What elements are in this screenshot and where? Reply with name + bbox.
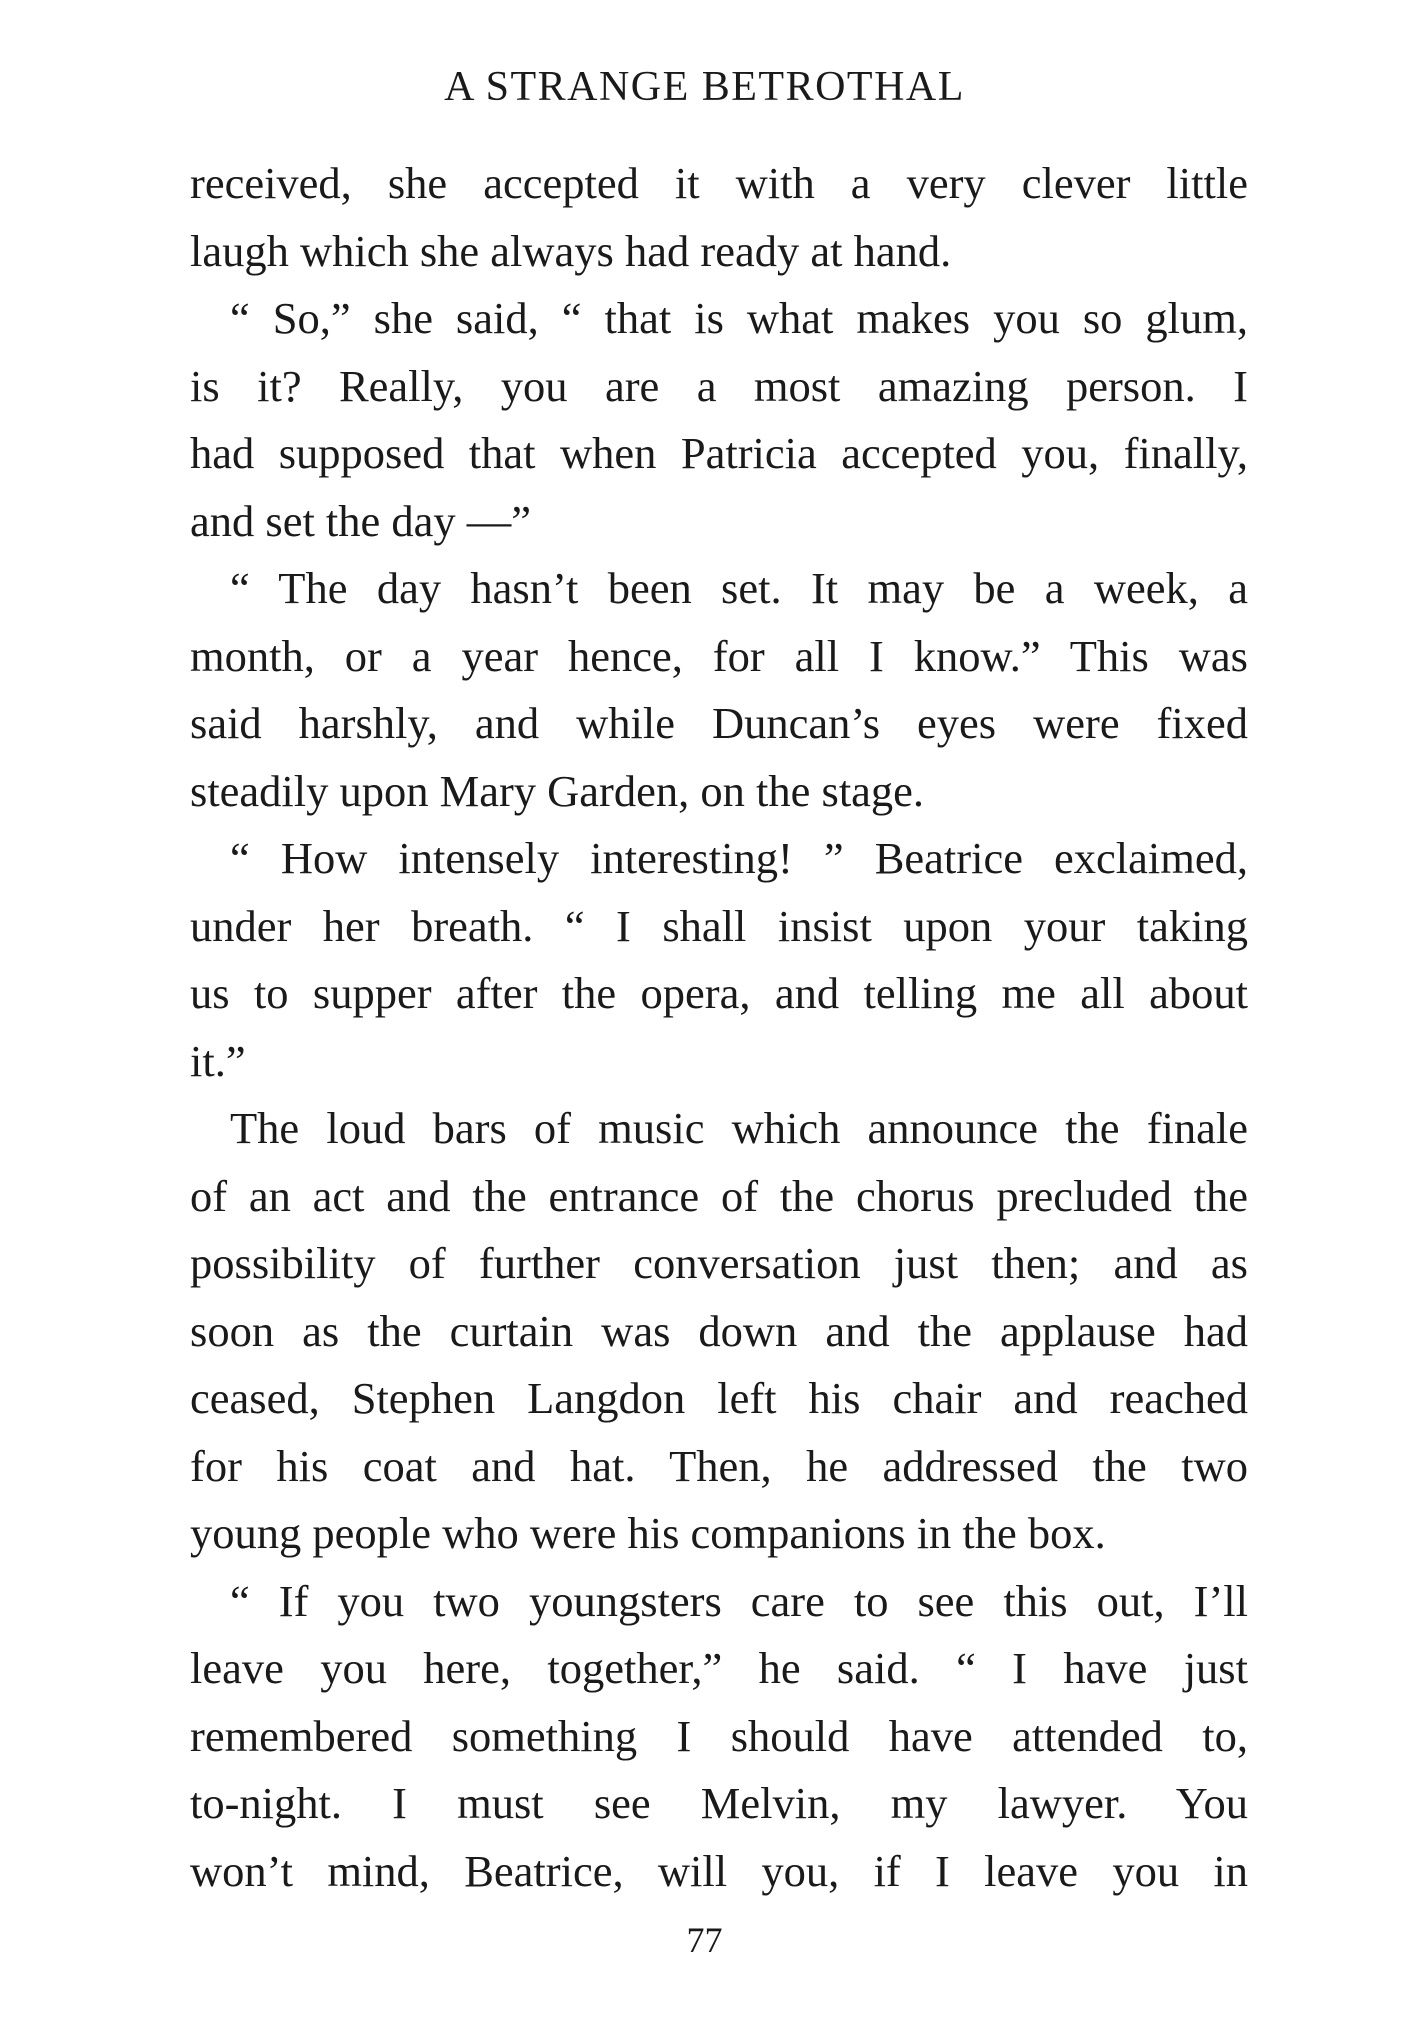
text-line: us to supper after the opera, and telling me all about	[190, 968, 1248, 1018]
text-line: possibility of further conversation just then; and as	[190, 1238, 1248, 1288]
text-line: for his coat and hat. Then, he addressed the two	[190, 1440, 1248, 1491]
text-line: steadily upon Mary Garden, on the stage.	[190, 765, 925, 816]
text-line: “ So,” she said, “ that is what makes you so glum,	[230, 293, 1248, 343]
text-line: month, or a year hence, for all I know.” This was	[190, 630, 1248, 681]
text-line: “ The day hasn’t been set. It may be a week, a	[230, 563, 1248, 613]
text-line: won’t mind, Beatrice, will you, if I leave you in	[190, 1845, 1248, 1896]
text-line: The loud bars of music which announce the finale	[230, 1103, 1248, 1153]
text-line: to-night. I must see Melvin, my lawyer. You	[190, 1778, 1248, 1828]
text-line: young people who were his companions in the box.	[190, 1508, 1106, 1558]
text-line: said harshly, and while Duncan’s eyes were fixed	[190, 698, 1248, 748]
text-line: soon as the curtain was down and the applause had	[190, 1305, 1248, 1356]
text-line: of an act and the entrance of the chorus precluded the	[190, 1170, 1248, 1221]
text-line: is it? Really, you are a most amazing person. I	[190, 360, 1248, 411]
text-line: under her breath. “ I shall insist upon your taking	[190, 900, 1248, 951]
text-line: “ How intensely interesting! ” Beatrice exclaimed,	[230, 833, 1248, 883]
text-line: laugh which she always had ready at hand.	[190, 225, 952, 276]
text-line: ceased, Stephen Langdon left his chair and reached	[190, 1373, 1248, 1423]
text-line: it.”	[190, 1035, 246, 1086]
page-number: 77	[686, 1920, 723, 1960]
text-line: and set the day —”	[190, 495, 532, 546]
running-title: A STRANGE BETROTHAL	[444, 64, 965, 110]
text-line: received, she accepted it with a very clever little	[190, 158, 1248, 208]
text-line: leave you here, together,” he said. “ I have just	[190, 1643, 1248, 1693]
text-line: had supposed that when Patricia accepted you, finally,	[190, 428, 1248, 478]
text-line: “ If you two youngsters care to see this out, I’ll	[230, 1575, 1248, 1626]
text-line: remembered something I should have attended to,	[190, 1710, 1248, 1761]
body-text	[190, 150, 1248, 1905]
